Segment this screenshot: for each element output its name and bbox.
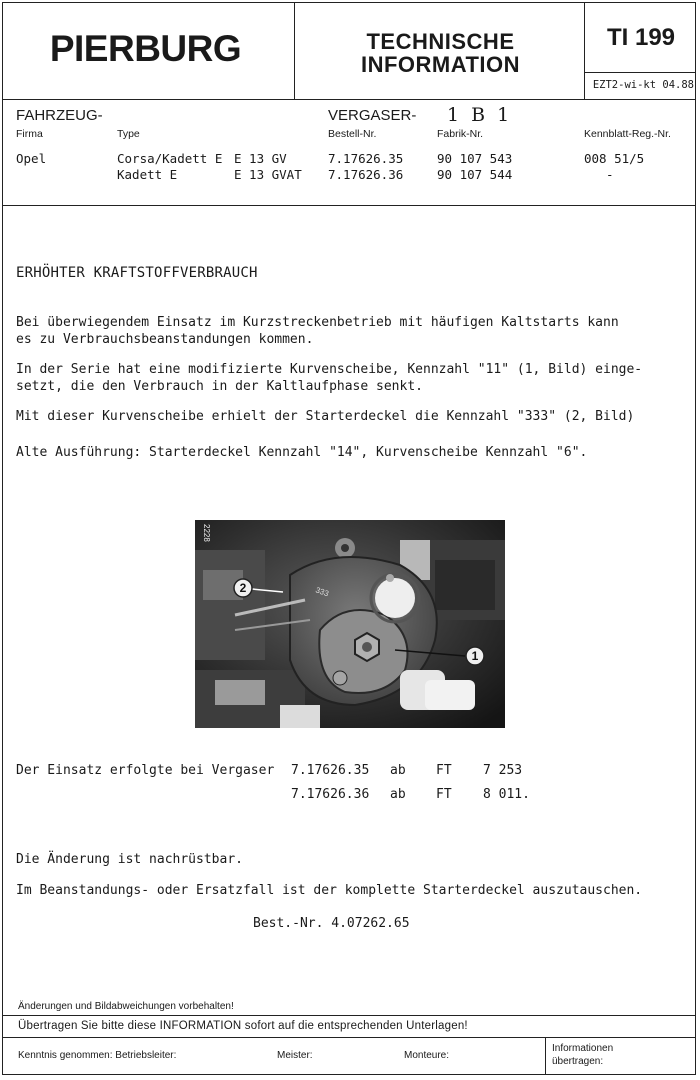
doc-type-line-2: INFORMATION [360,52,521,77]
row-motor: E 13 GV [234,151,287,166]
order-number: Best.-Nr. 4.07262.65 [253,916,410,931]
photo-side-code: 2228 [202,524,211,542]
header-bottom-rule [2,99,696,100]
paragraph-2-line-2: setzt, die den Verbrauch in der Kaltlaufphase senkt. [16,379,423,394]
paragraph-5: Die Änderung ist nachrüstbar. [16,852,243,867]
fahrzeug-label: FAHRZEUG- [16,107,103,124]
transfer-note: Übertragen Sie bitte diese INFORMATION sofort auf die entsprechenden Unterlagen! [18,1020,468,1032]
header-divider-2 [584,2,585,99]
paragraph-1-line-2: es zu Verbrauchsbeanstandungen kommen. [16,332,314,347]
paragraph-6: Im Beanstandungs- oder Ersatzfall ist der komplette Starterdeckel auszutauschen. [16,883,643,898]
paragraph-1-line-1: Bei überwiegendem Einsatz im Kurzstreckenbetrieb mit häufigen Kaltstarts kann [16,315,619,330]
paragraph-2-line-1: In der Serie hat eine modifizierte Kurvenscheibe, Kennzahl "11" (1, Bild) einge- [16,362,643,377]
col-fabrik: Fabrik-Nr. [437,128,484,140]
einsatz-number: 7 253 [483,763,523,778]
carburettor-photo [195,520,505,728]
vehicle-block-rule [2,205,696,206]
informationen-line-2: übertragen: [552,1056,604,1067]
row-bestell: 7.17626.35 [328,151,404,166]
callout-1-label: 1 [471,649,479,663]
footer-rule-2 [2,1037,696,1038]
row-fabrik: 90 107 544 [437,167,513,182]
einsatz-vergaser: 7.17626.35 [291,763,370,778]
row-type: Kadett E [117,167,178,182]
einsatz-ft: FT [436,787,452,802]
row-type: Corsa/Kadett E [117,151,223,166]
paragraph-4: Alte Ausführung: Starterdeckel Kennzahl "14", Kurvenscheibe Kennzahl "6". [16,445,588,460]
col-firma: Firma [16,128,43,140]
section-heading: ERHÖHTER KRAFTSTOFFVERBRAUCH [16,265,258,281]
photo-stamp-333: 333 [314,585,330,599]
row-firma: Opel [16,151,47,166]
doc-type-title [298,30,583,76]
paragraph-3: Mit dieser Kurvenscheibe erhielt der Starterdeckel die Kennzahl "333" (2, Bild) [16,409,635,424]
col-type: Type [117,128,140,140]
einsatz-ab: ab [390,763,406,778]
vergaser-label: VERGASER- [328,107,417,124]
row-kennblatt: 008 51/5 [584,151,645,166]
meister-label: Meister: [277,1050,313,1061]
einsatz-number: 8 011. [483,787,530,802]
reference-code: EZT2-wi-kt 04.88 [592,79,694,91]
ti-number: TI 199 [606,24,676,51]
kenntnis-label: Kenntnis genommen: Betriebsleiter: [18,1050,177,1061]
ti-box-rule [584,72,696,73]
einsatz-ab: ab [390,787,406,802]
row-fabrik: 90 107 543 [437,151,513,166]
col-kennblatt: Kennblatt-Reg.-Nr. [584,128,671,140]
informationen-line-1: Informationen [552,1043,614,1054]
row-kennblatt: - [606,167,614,182]
row-bestell: 7.17626.36 [328,167,404,182]
doc-type-line-1: TECHNISCHE [366,29,515,54]
paragraph-1 [16,314,686,348]
col-bestell: Bestell-Nr. [328,128,377,140]
callout-2-label: 2 [239,581,247,595]
brand-logo: PIERBURG [49,28,242,69]
paragraph-2 [16,361,686,395]
footer-rule-1 [2,1015,696,1016]
monteure-label: Monteure: [404,1050,450,1061]
footer-divider [545,1037,546,1075]
einsatz-ft: FT [436,763,452,778]
einsatz-vergaser: 7.17626.36 [291,787,370,802]
header-divider-1 [294,2,295,99]
row-motor: E 13 GVAT [234,167,302,182]
einsatz-prefix: Der Einsatz erfolgte bei Vergaser [16,763,275,778]
vergaser-code: 1 B 1 [447,104,513,126]
informationen-label [552,1042,613,1068]
disclaimer: Änderungen und Bildabweichungen vorbehalten! [18,1001,234,1012]
